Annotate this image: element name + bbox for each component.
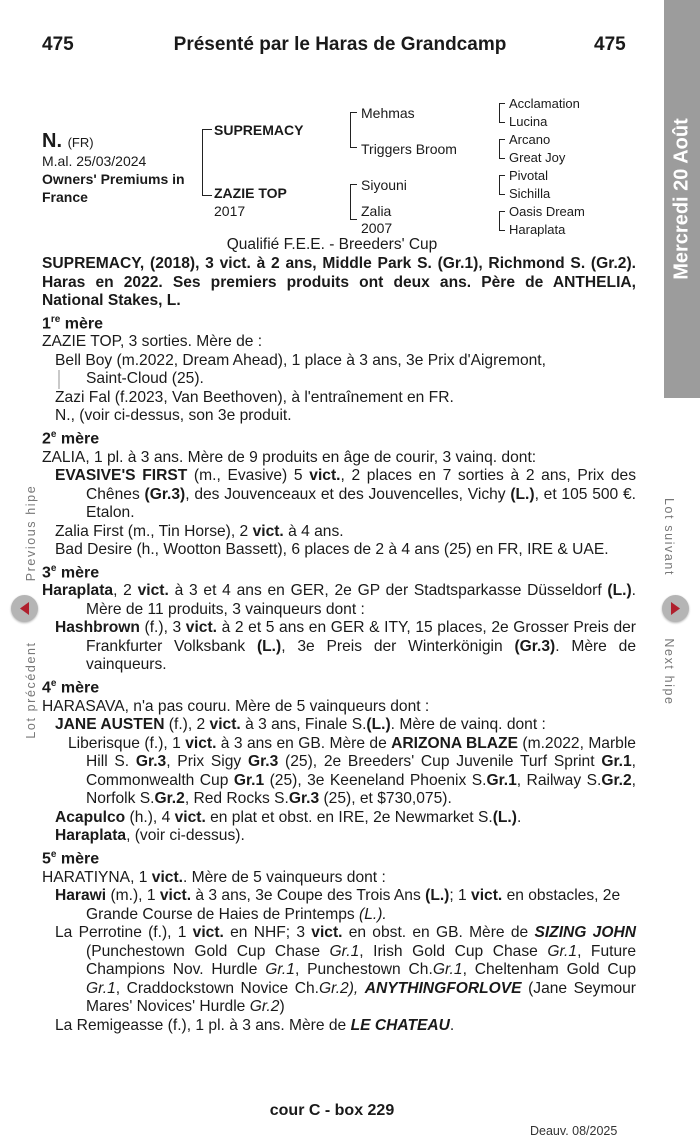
breeder-line: France [42,189,88,205]
previous-hip-label: Previous hipe [24,484,38,582]
date-label: Mercredi 20 Août [670,118,693,280]
dam-intro: HARASAVA, n'a pas couru. Mère de 5 vainqueurs dont : [42,697,430,715]
page-title: Présenté par le Haras de Grandcamp [173,34,507,55]
catalogue-reference: Deauv. 08/2025 [530,1124,618,1138]
dam-dam-year: 2007 [361,220,393,236]
next-arrow-icon[interactable] [662,595,689,622]
produce-item: JANE AUSTEN (f.), 2 vict. à 3 ans, Finale S.(L.). Mère de vainq. dont : [55,716,546,734]
produce-item: Liberisque (f.), 1 vict. à 3 ans en GB. Mère de ARIZONA BLAZE (m.2022, Marble Hill S. Gr.3, Prix Sigy Gr.3 (25), 2e Breeders' Cup Juvenile Turf Sprint Gr.1, Commonwealth Cup Gr.1 (25), 3e Keeneland Phoenix S.Gr.1, Railway S.Gr.2, Norfolk S.Gr.2, Red Rocks S.Gr.3 (25), et $730,075). [68,734,637,808]
catalogue-text [42,255,636,1035]
date-tab [664,0,700,398]
previous-arrow-icon[interactable] [11,595,38,622]
produce-item: La Perrotine (f.), 1 vict. en NHF; 3 vict. en obst. en GB. Mère de SIZING JOHN (Punchestown Gold Cup Chase Gr.1, Irish Gold Cup Chase Gr.1, Future Champions Nov. Hurdle Gr.1, Punchestown Ch.Gr.1, Cheltenham Gold Cup Gr.1, Craddockstown Novice Ch.Gr.2), ANYTHINGFORLOVE (Jane Seymour Mares' Novices' Hurdle Gr.2) [55,924,636,1016]
dam-intro: ZALIA, 1 pl. à 3 ans. Mère de 9 produits en âge de courir, 3 vainq. dont: [42,448,537,466]
section-heading: 1re mère [42,313,104,332]
produce-item: Bell Boy (m.2022, Dream Ahead), 1 place à 3 ans, 3e Prix d'Aigremont, Saint-Cloud (25). [42,352,636,389]
dam-intro: HARATIYNA, 1 vict.. Mère de 5 vainqueurs dont : [42,868,386,886]
ancestor: Sichilla [509,186,551,201]
ancestor: Great Joy [509,150,566,165]
pedigree-bracket [202,129,212,196]
ancestor: Arcano [509,132,551,147]
produce-item: Zazi Fal (f.2023, Van Beethoven), à l'entraînement en FR. [55,388,454,406]
produce-item: EVASIVE'S FIRST (m., Evasive) 5 vict., 2 places en 7 sorties à 2 ans, Prix des Chênes (Gr.3), des Jouvenceaux et des Jouvencelles, Vichy (L.), et 105 500 €. Etalon. [55,467,636,522]
ancestor: Lucina [509,114,548,129]
pedigree-bracket [350,112,357,148]
horse-name: N. (FR) [42,130,94,152]
dam-intro: ZAZIE TOP, 3 sorties. Mère de : [42,333,263,351]
lot-number: 475 [594,34,626,55]
dam-sire: Siyouni [361,177,407,193]
lot-suivant-label: Lot suivant [662,497,676,577]
ancestor: Pivotal [509,168,549,183]
page-header [0,34,664,58]
qualification-line: Qualifié F.E.E. - Breeders' Cup [226,236,438,253]
produce-item: Hashbrown (f.), 3 vict. à 2 et 5 ans en GER & ITY, 15 places, 2e Grosser Preis der Frankfurter Volksbank (L.), 3e Preis der Winterkönigin (Gr.3). Mère de vainqueurs. [55,619,637,674]
lot-number: 475 [42,34,74,55]
ancestor: Haraplata [509,222,566,237]
pedigree-bracket [499,139,505,159]
ancestor: Acclamation [509,96,580,111]
pedigree-bracket [350,184,357,220]
sire-sire: Mehmas [361,105,415,121]
dam-dam: Zalia [361,203,392,219]
produce-item: Haraplata, (voir ci-dessus). [55,827,245,845]
horse-birth: M.al. 25/03/2024 [42,153,147,169]
sire-summary: SUPREMACY, (2018), 3 vict. à 2 ans, Middle Park S. (Gr.1), Richmond S. (Gr.2). Haras en 2022. Ses premiers produits ont deux ans. Père de ANTHELIA, National Stakes, L. [42,255,636,309]
dam-intro: Haraplata, 2 vict. à 3 et 4 ans en GER, 2e GP der Stadtsparkasse Düsseldorf (L.). Mère de 11 produits, 3 vainqueurs dont : [42,582,637,618]
produce-item: Acapulco (h.), 4 vict. en plat et obst. en IRE, 2e Newmarket S.(L.). [55,808,522,826]
sire-dam: Triggers Broom [361,141,457,157]
pedigree-bracket [499,103,505,123]
ancestor: Oasis Dream [509,204,585,219]
lot-precedent-label: Lot précédent [24,641,38,739]
next-hip-label: Next hipe [662,638,676,706]
section-heading: 4e mère [42,677,100,697]
produce-item: N., (voir ci-dessus, son 3e produit. [55,407,292,425]
dam-name: ZAZIE TOP [214,185,287,201]
pedigree-bracket [499,211,505,231]
breeder-line: Owners' Premiums in [42,171,185,187]
produce-item: La Remigeasse (f.), 1 pl. à 3 ans. Mère de LE CHATEAU. [55,1016,455,1034]
produce-item: Bad Desire (h., Wootton Bassett), 6 places de 2 à 4 ans (25) en FR, IRE & UAE. [55,541,609,559]
section-heading: 2e mère [42,428,100,448]
section-heading: 5e mère [42,848,100,868]
location-footer: cour C - box 229 [269,1102,395,1119]
sire-name: SUPREMACY [214,122,304,138]
produce-item: Zalia First (m., Tin Horse), 2 vict. à 4 ans. [55,522,344,540]
dam-year: 2017 [214,203,246,219]
section-heading: 3e mère [42,562,100,581]
pedigree-bracket [499,175,505,195]
produce-item: Harawi (m.), 1 vict. à 3 ans, 3e Coupe des Trois Ans (L.); 1 vict. en obstacles, 2e Grande Course de Haies de Printemps (L.). [55,887,621,923]
